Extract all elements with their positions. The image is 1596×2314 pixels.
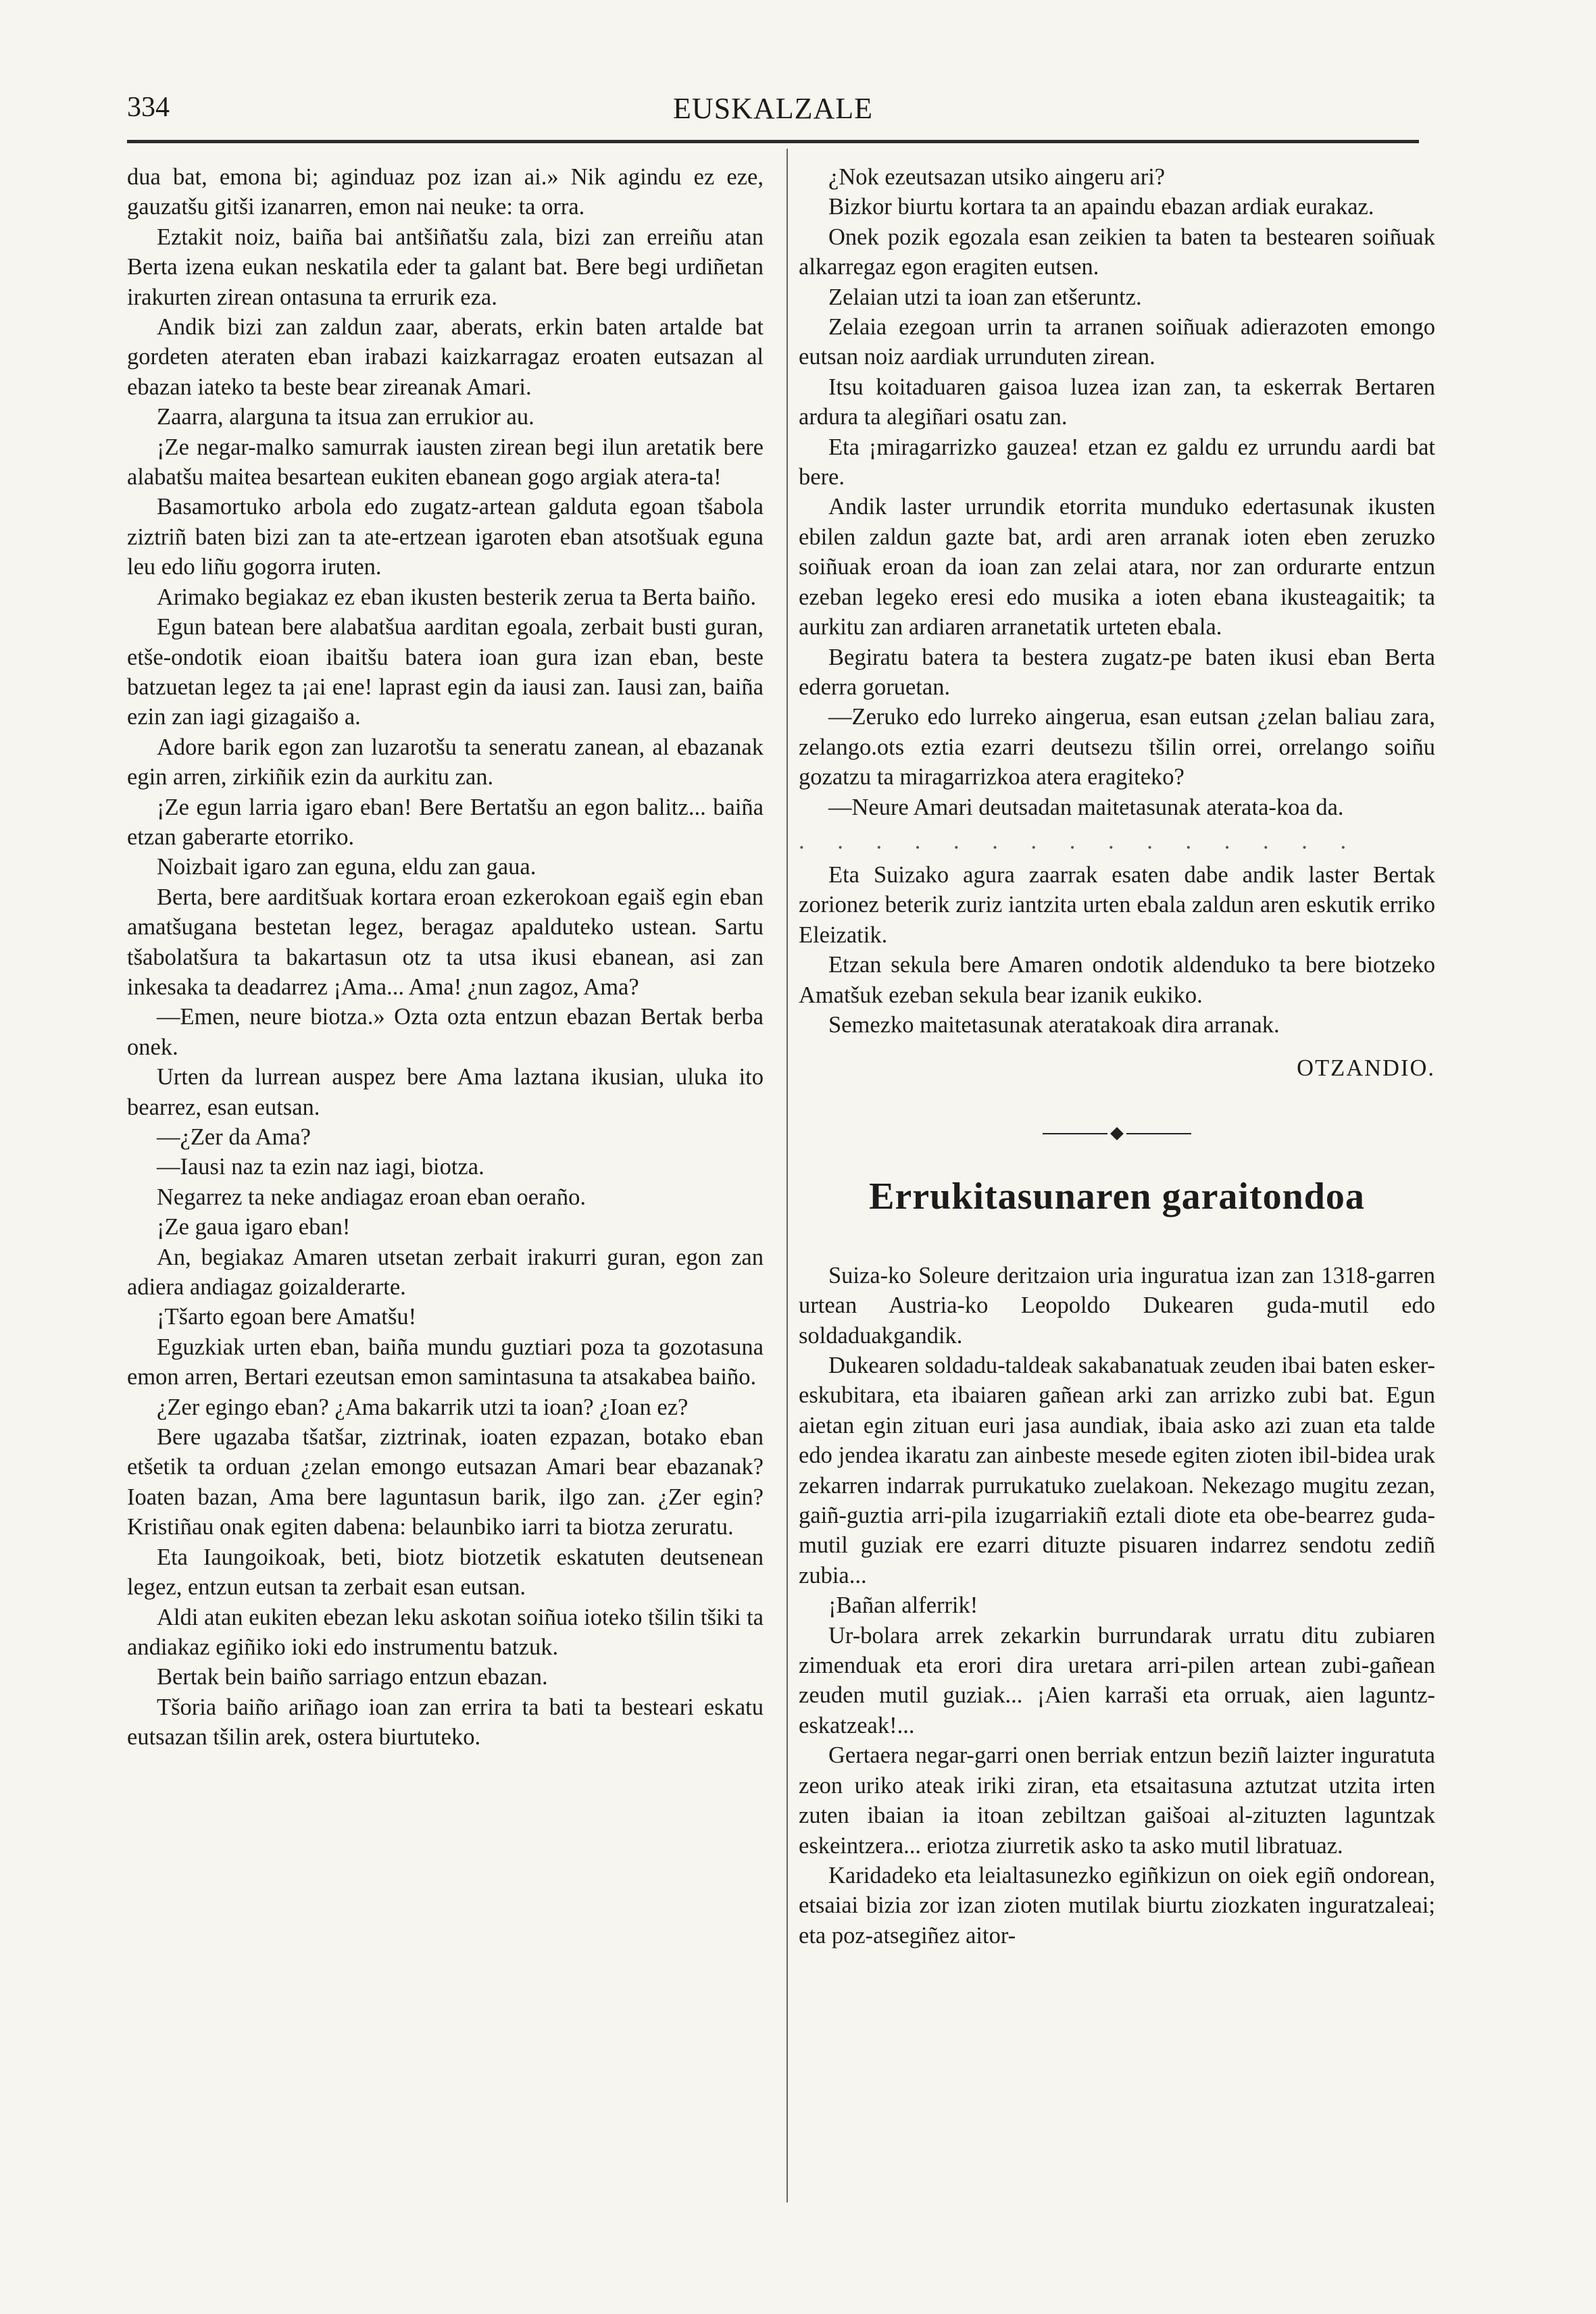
paragraph: ¡Tšarto egoan bere Amatšu! xyxy=(157,1304,417,1330)
paragraph: —Iausi naz ta ezin naz iagi, biotza. xyxy=(157,1154,484,1180)
paragraph: Eta Suizako agura zaarrak esaten dabe andik laster Bertak zorionez beterik zuriz iantzita urten ebala zaldun aren eskutik erriko Eleizatik. xyxy=(799,861,1435,948)
paragraph: Semezko maitetasunak ateratakoak dira arranak. xyxy=(828,1011,1280,1038)
paragraph: Tšoria baiño ariñago ioan zan errira ta bati ta besteari eskatu eutsazan tšilin arek, ostera biurtuteko. xyxy=(127,1694,764,1751)
paragraph: ¿Nok ezeutsazan utsiko aingeru ari? xyxy=(828,164,1166,190)
paragraph: Zaarra, alarguna ta itsua zan errukior au. xyxy=(157,404,534,430)
paragraph: Itsu koitaduaren gaisoa luzea izan zan, ta eskerrak Bertaren ardura ta alegiñari osatu zan. xyxy=(799,374,1435,430)
paragraph: Arimako begiakaz ez eban ikusten besterik zerua ta Berta baiño. xyxy=(157,584,757,610)
paragraph: ¡Ze egun larria igaro eban! Bere Bertatšu an egon balitz... baiña etzan gaberarte etorriko. xyxy=(127,794,764,850)
column-divider xyxy=(787,149,788,2203)
right-column xyxy=(799,162,1435,1951)
paragraph: Onek pozik egozala esan zeikien ta baten ta bestearen soiñuak alkarregaz egon eragiten eutsen. xyxy=(799,224,1435,280)
paragraph: Eta Iaungoikoak, beti, biotz biotzetik eskatuten deutsenean legez, entzun eutsan ta zerbait esan eutsan. xyxy=(127,1544,764,1601)
paragraph: Gertaera negar-garri onen berriak entzun beziñ laizter inguratuta zeon uriko ateak iriki ziran, eta etsaitasuna aztutzat utzita irten zuten ibaian ia itoan zebiltzan gaišoai al-zituzten laguntzak eskeintzera... eriotza ziurretik asko ta asko mutil libratuaz. xyxy=(799,1742,1435,1859)
paragraph: —Zeruko edo lurreko aingerua, esan eutsan ¿zelan baliau zara, zelango.ots eztia ezarri deutsezu tšilin orrei, orrelango soiñu gozatzu ta miragarrizkoa atera eragiteko? xyxy=(799,704,1435,790)
paragraph: Eta ¡miragarrizko gauzea! etzan ez galdu ez urrundu aardi bat bere. xyxy=(799,434,1435,491)
paragraph: Begiratu batera ta bestera zugatz-pe baten ikusi eban Berta ederra goruetan. xyxy=(799,644,1435,700)
paragraph: dua bat, emona bi; aginduaz poz izan ai.» Nik agindu ez eze, gauzatšu gitši izanarren, emon nai neuke: ta orra. xyxy=(127,164,764,220)
running-title: EUSKALZALE xyxy=(673,92,873,125)
paragraph: An, begiakaz Amaren utsetan zerbait irakurri guran, egon zan adiera andiagaz goizalderarte. xyxy=(127,1244,764,1301)
left-column xyxy=(127,162,764,1753)
paragraph: Aldi atan eukiten ebezan leku askotan soiñua ioteko tšilin tšiki ta andiakaz egiñiko ioki edo instrumentu batzuk. xyxy=(127,1604,764,1660)
article-title: Errukitasunaren garaitondoa xyxy=(869,1175,1365,1217)
paragraph: Zelaian utzi ta ioan zan etšeruntz. xyxy=(828,284,1142,310)
paragraph: Berta, bere aarditšuak kortara eroan ezkerokoan egaiš egin eban amatšugana bestetan legez, beragaz apalduteko ustean. Sartu tšabolatšura ta bakartasun otz ta utsa ikusi ebanean, asi zan inkesaka ta deadarrez ¡Ama... Ama! ¿nun zagoz, Ama? xyxy=(127,884,764,1000)
paragraph: ¡Ze negar-malko samurrak iausten zirean begi ilun aretatik bere alabatšu maitea besartean eukiten ebanean gogo argiak atera-ta! xyxy=(127,434,764,491)
paragraph: Negarrez ta neke andiagaz eroan eban oeraño. xyxy=(157,1184,586,1210)
paragraph: Eguzkiak urten eban, baiña mundu guztiari poza ta gozotasuna emon arren, Bertari ezeutsan emon samintasuna ta atsakabea baiño. xyxy=(127,1334,764,1390)
paragraph: Egun batean bere alabatšua aarditan egoala, zerbait busti guran, etše-ondotik eioan ibaitšu batera ioan gura izan eban, beste batzuetan legez ta ¡ai ene! laprast egin da iausi zan. Iausi zan, baiña ezin zan iagi gizagaišo a. xyxy=(127,614,764,730)
paragraph: ¡Bañan alferrik! xyxy=(828,1592,978,1619)
paragraph: Eztakit noiz, baiña bai antšiñatšu zala, bizi zan erreiñu atan Berta izena eukan neskatila eder ta galant bat. Bere begi urdiñetan irakurten zirean ontasuna ta errurik eza. xyxy=(127,224,764,310)
paragraph: Etzan sekula bere Amaren ondotik aldenduko ta bere biotzeko Amatšuk ezeban sekula bear izanik eukiko. xyxy=(799,952,1435,1008)
paragraph: Bertak bein baiño sarriago entzun ebazan. xyxy=(157,1664,548,1690)
paragraph: ¡Ze gaua igaro eban! xyxy=(157,1214,351,1240)
paragraph: —Emen, neure biotza.» Ozta ozta entzun ebazan Bertak berba onek. xyxy=(127,1004,764,1060)
paragraph: Basamortuko arbola edo zugatz-artean galduta egoan tšabola ziztriñ baten bizi zan ta ate-ertzean igaroten eban atsotšuak eguna leu edo liñu gogorra iruten. xyxy=(127,494,764,580)
header-rule xyxy=(127,140,1419,143)
paragraph: Adore barik egon zan luzarotšu ta seneratu zanean, al ebazanak egin arren, zirkiñik ezin da aurkitu zan. xyxy=(127,734,764,790)
page-header xyxy=(127,91,1419,132)
paragraph: —Neure Amari deutsadan maitetasunak aterata-koa da. xyxy=(828,794,1344,820)
paragraph: —¿Zer da Ama? xyxy=(157,1124,311,1150)
ellipsis-separator: . . . . . . . . . . . . . . . xyxy=(799,828,1360,854)
paragraph: Dukearen soldadu-taldeak sakabanatuak zeuden ibai baten esker-eskubitara, eta ibaiaren gañean arki zan arrizko zubi bat. Egun aietan egin zituan euri jasa aundiak, ibaia asko azi zuan eta talde edo jendea ikaratu zan ainbeste mesede egiten zioten ibil-bidea urak zekarren indarrak purrukatuko zuelakoan. Nekezago mugitu zezan, gaiñ-guztia arri-pila izugarriakiñ eztali diote eta obe-bearrez guda-mutil guziak ere ezarri dituzte pisuaren indarrez sendotu zediñ zubia... xyxy=(799,1353,1435,1588)
page-number: 334 xyxy=(127,92,170,123)
paragraph: Bizkor biurtu kortara ta an apaindu ebazan ardiak eurakaz. xyxy=(828,194,1374,220)
paragraph: Urten da lurrean auspez bere Ama laztana ikusian, uluka ito bearrez, esan eutsan. xyxy=(127,1064,764,1120)
paragraph: ¿Zer egingo eban? ¿Ama bakarrik utzi ta ioan? ¿Ioan ez? xyxy=(157,1394,689,1420)
paragraph: Karidadeko eta leialtasunezko egiñkizun on oiek egiñ ondorean, etsaiai bizia zor izan zioten mutilak biurtu ziozkaten inguratzaleai; eta poz-atsegiñez aitor- xyxy=(799,1862,1435,1948)
paragraph: Bere ugazaba tšatšar, ziztrinak, ioaten ezpazan, botako eban etšetik ta orduan ¿zelan emongo eutsazan Amari bear ebazanak? Ioaten bazan, Ama bere laguntasun barik, ilgo zan. ¿Zer egin? Kristiñau onak egiten dabena: belaunbiko iarri ta biotza zeruratu. xyxy=(127,1424,764,1540)
paragraph: Zelaia ezegoan urrin ta arranen soiñuak adierazoten emongo eutsan noiz aardiak urrunduten zirean. xyxy=(799,314,1435,370)
ornament-divider xyxy=(1043,1126,1191,1142)
paragraph: Suiza-ko Soleure deritzaion uria inguratua izan zan 1318-garren urtean Austria-ko Leopoldo Dukearen guda-mutil edo soldaduakgandik. xyxy=(799,1262,1435,1349)
paragraph: Andik bizi zan zaldun zaar, aberats, erkin baten artalde bat gordeten ateraten eban irabazi kaizkarragaz eroaten eutsazan al ebazan iateko ta beste bear zireanak Amari. xyxy=(127,314,764,400)
author-signature: OTZANDIO. xyxy=(1297,1055,1435,1082)
paragraph: Noizbait igaro zan eguna, eldu zan gaua. xyxy=(157,854,537,880)
paragraph: Andik laster urrundik etorrita munduko edertasunak ikusten ebilen zaldun gazte bat, ardi aren arranak ioten eben zeruzko soiñuak eroan da ioan zan zelai atara, nor zan ordurarte entzun ezeban legeko eresi edo musika a ioten ebana ikusteagaitik; ta aurkitu zan ardiaren arranetatik urteten ebala. xyxy=(799,494,1435,640)
paragraph: Ur-bolara arrek zekarkin burrundarak urratu ditu zubiaren zimenduak eta erori dira uretara arri-pilen artean zubi-gañean zeuden mutil guziak... ¡Aien karraši eta orruak, aien laguntz-eskatzeak!... xyxy=(799,1622,1435,1738)
